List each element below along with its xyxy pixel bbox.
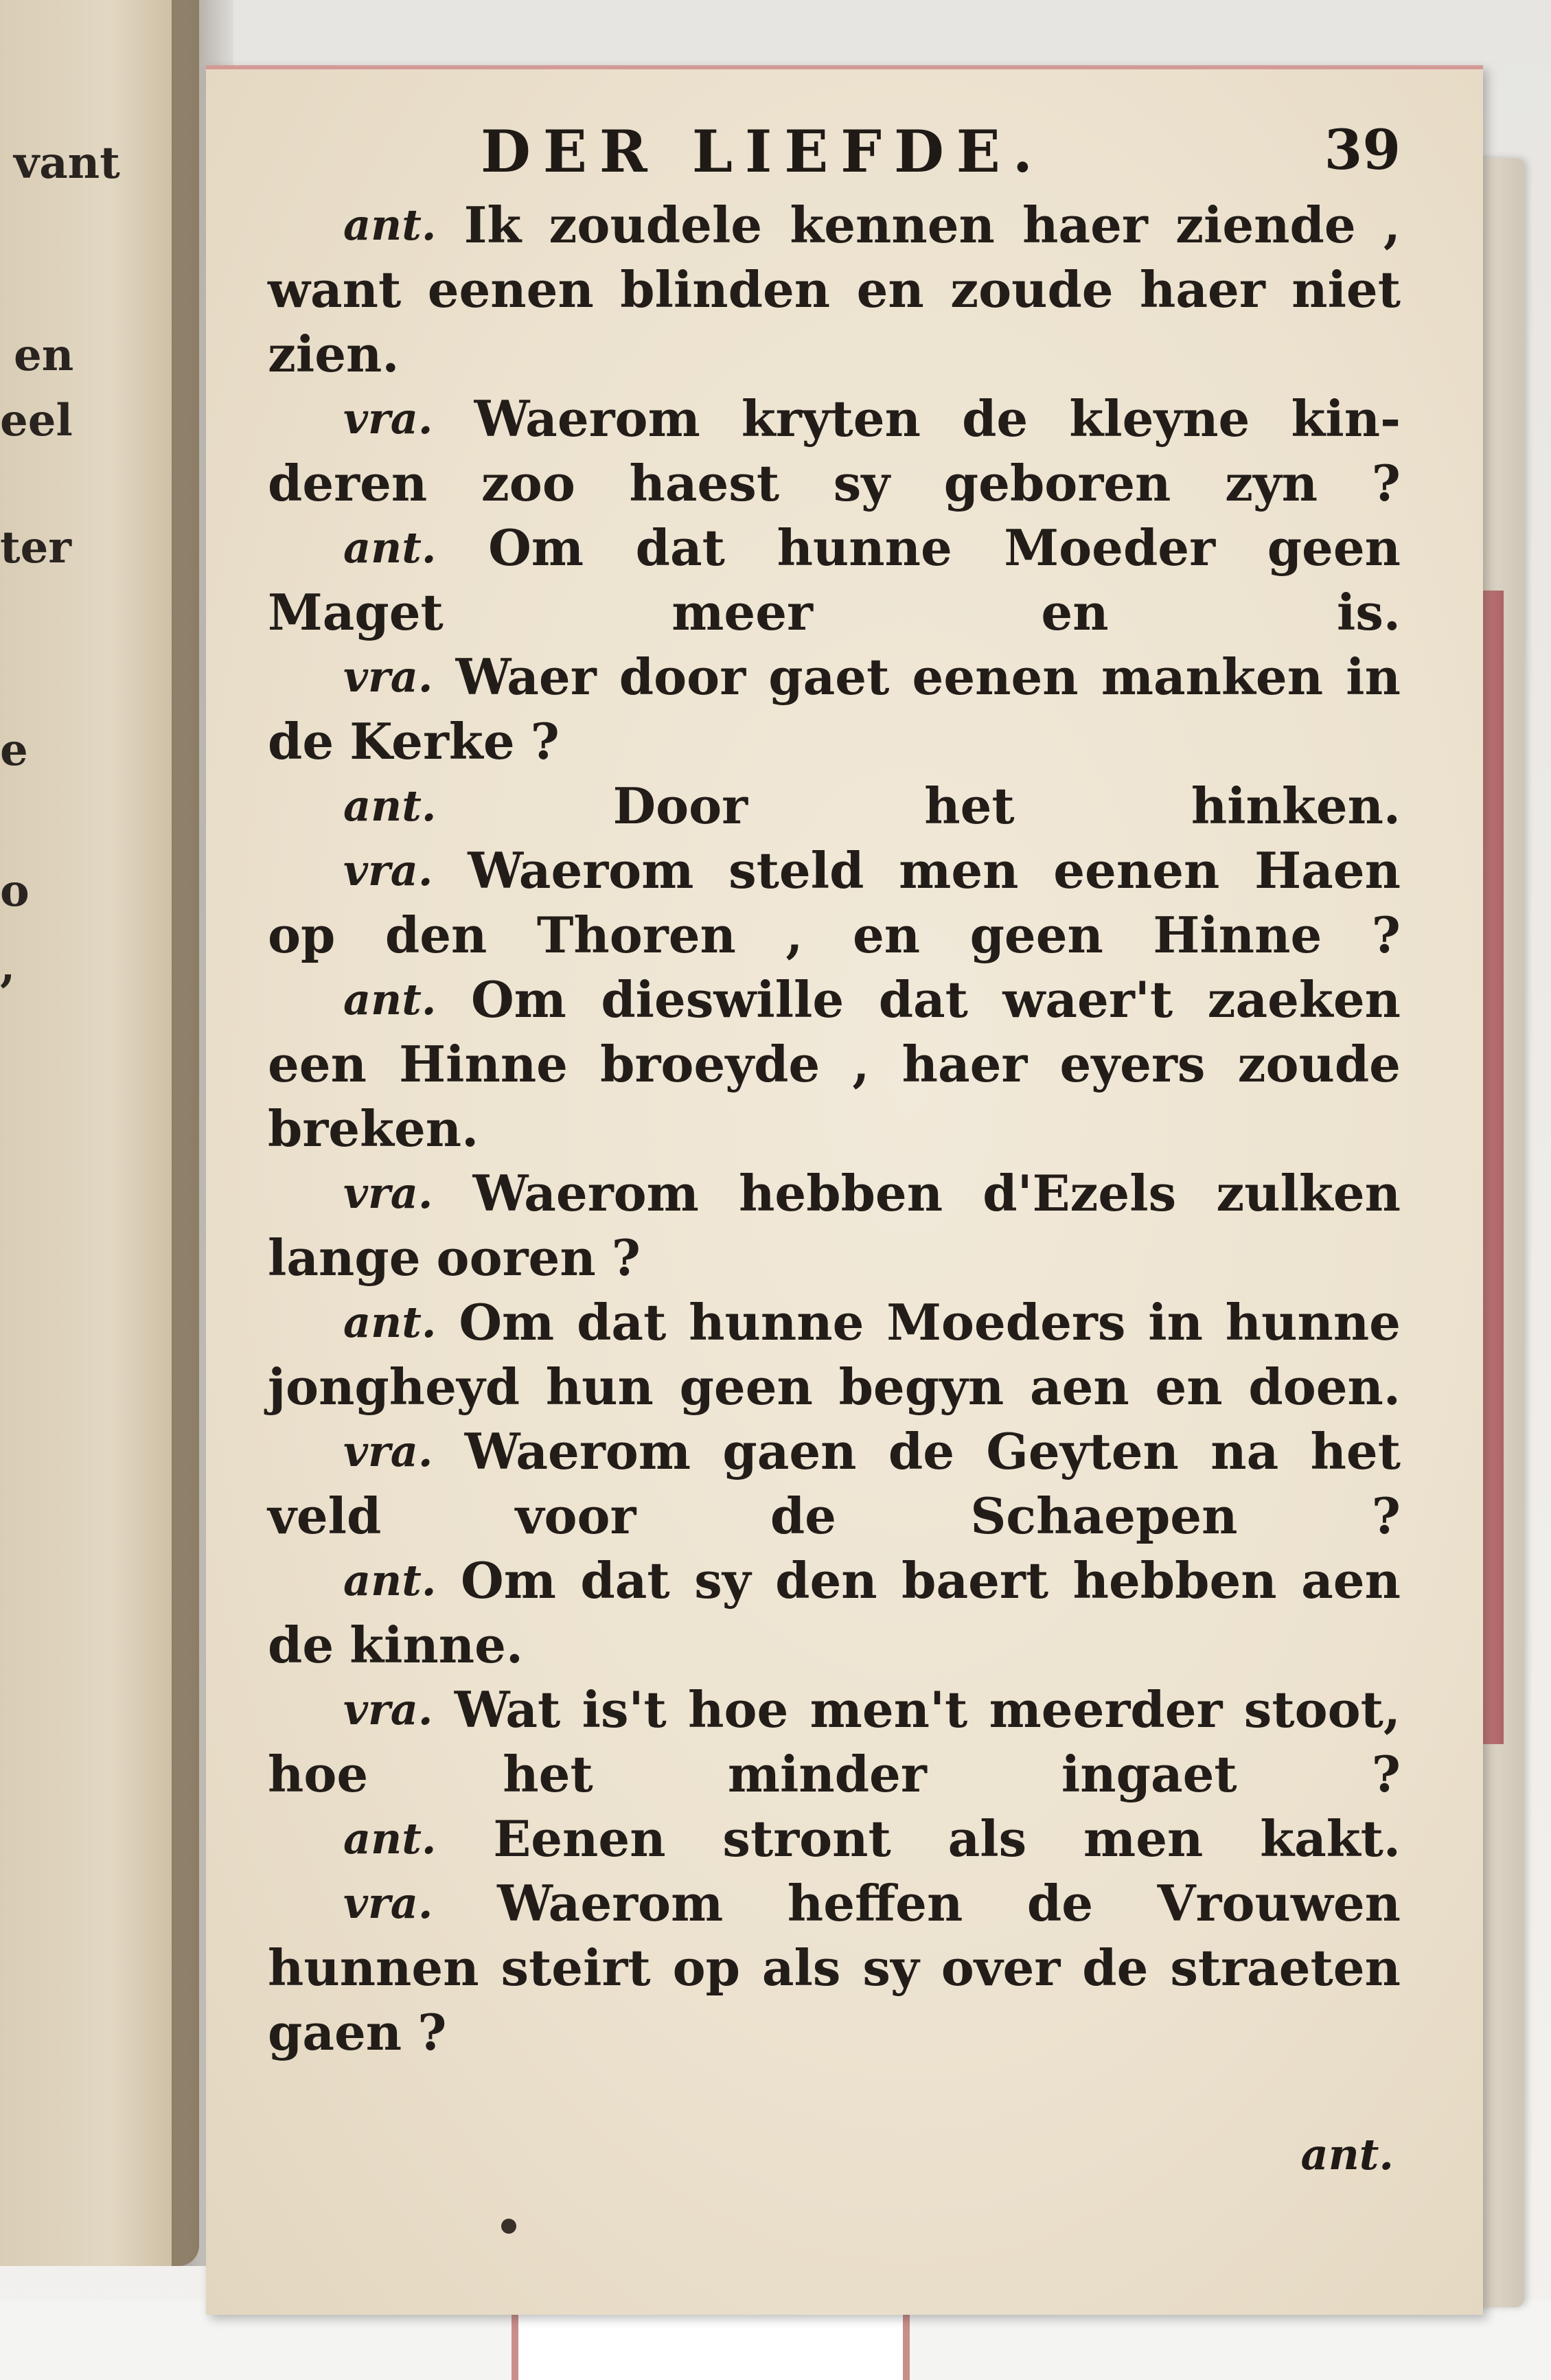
word: de xyxy=(1082,1938,1149,1997)
word: eyers xyxy=(1059,1035,1206,1093)
word: en xyxy=(1041,583,1109,641)
word: steirt xyxy=(501,1938,651,1997)
word: de xyxy=(1026,1874,1094,1932)
word: de xyxy=(268,1616,334,1674)
speaker-label: vra. xyxy=(343,1426,433,1476)
word: hun xyxy=(545,1358,654,1416)
word: dieswille xyxy=(601,970,845,1029)
word: ? xyxy=(1371,906,1401,964)
word: zoude xyxy=(950,260,1114,319)
word: heffen xyxy=(787,1874,963,1932)
speaker-label: ant. xyxy=(343,1555,437,1605)
word: kinne. xyxy=(349,1616,523,1674)
word: ? xyxy=(530,712,560,770)
word: hebben xyxy=(1072,1551,1277,1610)
word: Maget xyxy=(268,583,444,641)
word: veld xyxy=(268,1487,382,1545)
word: ooren xyxy=(436,1228,596,1287)
word: op xyxy=(672,1938,740,1997)
speaker-label: vra. xyxy=(343,1878,433,1928)
word: gaen xyxy=(722,1422,857,1480)
word: de xyxy=(268,712,334,770)
word: jongheyd xyxy=(268,1358,520,1416)
book-page xyxy=(206,65,1483,2315)
word: Om xyxy=(470,970,566,1029)
word: sy xyxy=(862,1938,919,1997)
word: geen xyxy=(969,906,1103,964)
word: Kerke xyxy=(349,712,515,770)
word: zaeken xyxy=(1207,970,1401,1029)
word: eenen xyxy=(912,648,1079,706)
word: hunne xyxy=(777,518,952,577)
text-line xyxy=(268,645,1401,709)
word: meerder xyxy=(989,1680,1223,1739)
word: als xyxy=(761,1938,841,1997)
word: op xyxy=(268,906,336,964)
text-line xyxy=(268,774,1401,838)
left-page-fragment: en xyxy=(14,330,74,381)
text-line xyxy=(268,580,1401,645)
word: zoo xyxy=(481,454,575,512)
speaker-label: ant. xyxy=(343,1297,437,1347)
word: Waerom xyxy=(468,841,694,900)
word: is't xyxy=(582,1680,667,1739)
text-line xyxy=(268,1419,1401,1484)
speaker-label: ant. xyxy=(343,1813,437,1864)
text-line xyxy=(268,1097,1401,1161)
ink-spot xyxy=(501,2219,516,2234)
word: geen xyxy=(679,1358,813,1416)
word: ? xyxy=(1371,454,1401,512)
catchword: ant. xyxy=(1300,2129,1394,2179)
text-line xyxy=(268,387,1401,451)
word: geboren xyxy=(943,454,1171,512)
word: ? xyxy=(611,1228,641,1287)
text-line xyxy=(268,258,1401,322)
text-line xyxy=(268,451,1401,516)
left-page-fragment: vant xyxy=(14,137,120,189)
text-line xyxy=(268,1871,1401,1936)
word: sy xyxy=(694,1551,751,1610)
word: begyn xyxy=(838,1358,1004,1416)
word: gaen xyxy=(268,2003,402,2061)
word: eenen xyxy=(427,260,594,319)
word: kin- xyxy=(1291,389,1401,448)
speaker-label: ant. xyxy=(343,523,437,573)
left-page-fragment: eel xyxy=(0,395,73,446)
word: Door xyxy=(612,777,748,835)
left-page-fragment: e xyxy=(0,724,28,776)
word: , xyxy=(852,1035,870,1093)
word: het xyxy=(503,1745,593,1803)
word: men xyxy=(1083,1809,1204,1868)
left-page-fragment: , xyxy=(0,941,16,992)
word: ? xyxy=(417,2003,447,2061)
word: zien. xyxy=(268,325,400,383)
text-line xyxy=(268,1678,1401,1742)
text-line xyxy=(268,1290,1401,1355)
word: dat xyxy=(577,1293,667,1351)
word: Moeders xyxy=(886,1293,1126,1351)
word: ingaet xyxy=(1061,1745,1237,1803)
word: als xyxy=(947,1809,1027,1868)
word: na xyxy=(1210,1422,1279,1480)
word: eenen xyxy=(1053,841,1220,900)
word: , xyxy=(1383,196,1401,254)
word: sy xyxy=(833,454,891,512)
word: doen. xyxy=(1248,1358,1401,1416)
word: voor xyxy=(515,1487,636,1545)
word: broeyde xyxy=(600,1035,820,1093)
word: aen xyxy=(1301,1551,1401,1610)
word: men xyxy=(899,841,1019,900)
word: dat xyxy=(580,1551,670,1610)
word: en xyxy=(1155,1358,1223,1416)
word: straeten xyxy=(1170,1938,1401,1997)
word: hebben xyxy=(739,1164,943,1222)
word: Waer xyxy=(455,648,597,706)
text-line xyxy=(268,1161,1401,1226)
text-line xyxy=(268,1548,1401,1613)
word: Waerom xyxy=(464,1422,691,1480)
word: in xyxy=(1148,1293,1203,1351)
text-line xyxy=(268,516,1401,580)
word: haer xyxy=(901,1035,1028,1093)
word: Waerom xyxy=(474,389,700,448)
left-page-fragment: o xyxy=(0,865,30,917)
word: steld xyxy=(728,841,864,900)
word: Waerom xyxy=(497,1874,724,1932)
word: hoe xyxy=(268,1745,369,1803)
text-line xyxy=(268,709,1401,774)
word: zyn xyxy=(1225,454,1318,512)
text-line xyxy=(268,838,1401,903)
word: geen xyxy=(1267,518,1401,577)
word: minder xyxy=(727,1745,927,1803)
text-line xyxy=(268,1936,1401,2000)
word: Haen xyxy=(1254,841,1401,900)
word: Schaepen xyxy=(970,1487,1238,1545)
text-line xyxy=(268,2000,1401,2065)
word: waer't xyxy=(1002,970,1173,1029)
text-line xyxy=(268,1613,1401,1678)
text-line xyxy=(268,1807,1401,1871)
word: en xyxy=(856,260,924,319)
text-line xyxy=(268,1226,1401,1290)
word: men't xyxy=(809,1680,968,1739)
word: en xyxy=(852,906,921,964)
speaker-label: vra. xyxy=(343,652,433,702)
text-line xyxy=(268,903,1401,968)
text-line xyxy=(268,322,1401,387)
word: stoot, xyxy=(1243,1680,1401,1739)
word: meer xyxy=(671,583,813,641)
word: Hinne xyxy=(399,1035,568,1093)
word: Waerom xyxy=(472,1164,699,1222)
word: de xyxy=(770,1487,836,1545)
page-number: 39 xyxy=(1324,117,1401,182)
word: Thoren xyxy=(536,906,736,964)
word: manken xyxy=(1101,648,1324,706)
word: in xyxy=(1346,648,1401,706)
word: de xyxy=(888,1422,954,1480)
word: baert xyxy=(901,1551,1049,1610)
word: ? xyxy=(1371,1487,1401,1545)
word: d'Ezels xyxy=(983,1164,1177,1222)
word: den xyxy=(384,906,487,964)
word: kleyne xyxy=(1069,389,1250,448)
word: kennen xyxy=(790,196,995,254)
word: de xyxy=(962,389,1029,448)
word: stront xyxy=(722,1809,891,1868)
word: het xyxy=(924,777,1015,835)
word: hunne xyxy=(1225,1293,1401,1351)
word: kakt. xyxy=(1260,1809,1401,1868)
word: den xyxy=(775,1551,877,1610)
word: Wat xyxy=(454,1680,561,1739)
word: Ik xyxy=(463,196,522,254)
text-line xyxy=(268,968,1401,1032)
word: haest xyxy=(629,454,780,512)
word: is. xyxy=(1337,583,1401,641)
word: ziende xyxy=(1175,196,1356,254)
dialogue-text xyxy=(268,193,1401,2065)
word: Eenen xyxy=(493,1809,666,1868)
speaker-label: vra. xyxy=(343,845,433,895)
word: hinken. xyxy=(1191,777,1401,835)
word: deren xyxy=(268,454,428,512)
word: door xyxy=(619,648,746,706)
speaker-label: vra. xyxy=(343,1684,433,1735)
text-line xyxy=(268,1355,1401,1419)
word: Om xyxy=(488,518,584,577)
text-line xyxy=(268,193,1401,258)
word: aen xyxy=(1029,1358,1129,1416)
word: het xyxy=(1310,1422,1401,1480)
word: gaet xyxy=(768,648,890,706)
word: dat xyxy=(635,518,725,577)
speaker-label: ant. xyxy=(343,974,437,1025)
word: want xyxy=(268,260,402,319)
word: zoude xyxy=(1237,1035,1401,1093)
left-page xyxy=(0,0,199,2266)
word: zulken xyxy=(1216,1164,1401,1222)
word: niet xyxy=(1291,260,1401,319)
word: een xyxy=(268,1035,367,1093)
speaker-label: ant. xyxy=(343,781,437,831)
word: hunnen xyxy=(268,1938,479,1997)
speaker-label: ant. xyxy=(343,200,437,250)
word: lange xyxy=(268,1228,421,1287)
text-line xyxy=(268,1032,1401,1097)
word: , xyxy=(785,906,803,964)
word: Vrouwen xyxy=(1157,1874,1401,1932)
text-line xyxy=(268,1484,1401,1548)
word: hoe xyxy=(688,1680,789,1739)
word: over xyxy=(941,1938,1061,1997)
word: haer xyxy=(1022,196,1148,254)
word: Moeder xyxy=(1004,518,1216,577)
word: Geyten xyxy=(986,1422,1179,1480)
word: ? xyxy=(1371,1745,1401,1803)
word: Om xyxy=(461,1551,556,1610)
word: hunne xyxy=(689,1293,864,1351)
word: zoudele xyxy=(549,196,763,254)
page-header xyxy=(206,117,1483,193)
word: breken. xyxy=(268,1099,479,1158)
word: dat xyxy=(878,970,968,1029)
text-line xyxy=(268,1742,1401,1807)
speaker-label: vra. xyxy=(343,393,433,444)
word: Hinne xyxy=(1153,906,1322,964)
word: Om xyxy=(459,1293,555,1351)
word: haer xyxy=(1140,260,1265,319)
speaker-label: vra. xyxy=(343,1168,433,1218)
left-page-fragment: ter xyxy=(0,522,71,573)
word: kryten xyxy=(741,389,921,448)
running-head: DER LIEFDE. xyxy=(481,117,1046,185)
word: blinden xyxy=(620,260,831,319)
